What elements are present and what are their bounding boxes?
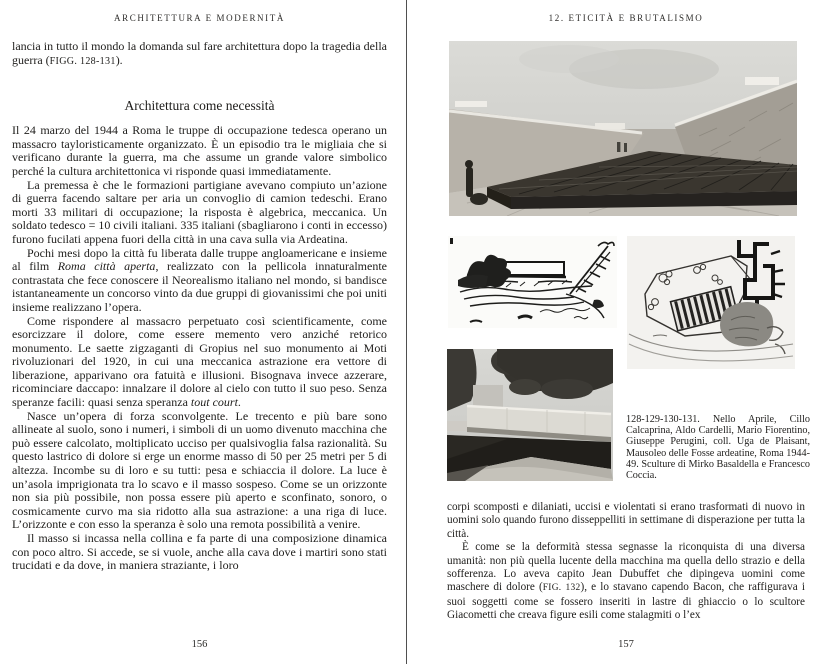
mausoleum-interior-illustration — [449, 41, 797, 216]
paragraph-deformita — [447, 541, 805, 622]
figure-caption: 128-129-130-131. Nello Aprile, Cillo Calcaprina, Aldo Cardelli, Mario Fiorentino, Giuseppe Perugini, coll. Uga de Plaisant, Mausoleo delle Fosse ardeatine, Roma 1944-49. Sculture di Mirko Basaldella e Francesco Coccia. — [626, 414, 810, 482]
paragraph-premessa: La premessa è che le formazioni partigiane avevano compiuto un’azione di guerra facendo saltare per aria un convoglio di camion tedeschi. Erano morti 33 militari di occupazione; la risposta è algebrica, meccanica. Un soldato tedesco = 10 civili italiani. 335 italiani (sbagliarono i conti in eccesso) furono fucilati appena fuori della città in una cava sulla via Ardeatina. — [12, 177, 388, 246]
figure-128-mausoleum-interior-photo — [449, 41, 797, 216]
paragraph-text: È come se la deformità stessa segnasse la riconquista di una diversa umanità: non più quella lucente della macchina ma quella dello strazio e della sofferenza. Lo aveva capito Jean Dubuffet che dipingeva uomini come maschere di dolore ( — [447, 541, 805, 594]
sketch-illustration — [448, 236, 617, 328]
left-text-column — [12, 40, 387, 573]
running-head-right: 12. ETICITÀ E BRUTALISMO — [548, 13, 704, 23]
paragraph-nasce-opera: Nasce un’opera di forza sconvolgente. Le trecento e più bare sono allineate al suolo, sono i numeri, i simboli di un uomo divenuto macchina che può essere calcolato, moltiplicato ucciso per qualsivoglia falsa razionalità. Su questo lastrico di dolore si erge un enorme masso di 50 per 25 metri per 5 di altezza. Incombe su di loro e su tutti: pesa e schiaccia il dolore. La luce è un’asola imprigionata tra lo scavo e il masso sospeso. Come se un orizzonte non sia più possibile, non possa essere più aperto e sconfinato, sonoro, o cosmicamente curvo ma sia ridotto alla sua astrazione: a una riga di luce. L’orizzonte e con esso la speranza è solo una remota possibilità a venire. — [12, 408, 387, 532]
paragraph-text: , realizzato con la pellicola innaturalmente contrastata che fece conoscere il Neorealismo italiano nel mondo, si bandisce istantaneamente un concorso vinto da due gruppi di giovanissimi che poi uniti insieme realizzano l’opera. — [12, 259, 387, 314]
paragraph-come-rispondere — [12, 315, 387, 410]
phrase-italic: tout court — [190, 395, 238, 410]
right-text-column — [447, 501, 805, 623]
page-number-right: 157 — [618, 639, 634, 650]
paragraph-text: Pochi mesi dopo la città fu liberata dalle truppe angloamericane e insieme al film — [12, 245, 387, 274]
section-heading: Architettura come necessità — [124, 98, 275, 114]
paragraph-pochi-mesi — [12, 247, 387, 315]
running-head-left: ARCHITETTURA E MODERNITÀ — [114, 13, 285, 23]
paragraph-text: . — [237, 395, 241, 410]
paragraph-text: lancia in tutto il mondo la domanda sul fare architettura dopo la tragedia della guerra ( — [12, 39, 387, 67]
figure-129-perspective-sketch — [448, 236, 617, 328]
site-plan-illustration — [627, 236, 795, 369]
mausoleum-exterior-illustration — [447, 349, 613, 481]
paragraph-text: ), e lo stavano capendo Bacon, che raffigurava i suoi soggetti come se fossero inseriti in lastre di ghiaccio o lo scultore Giacometti che creava figure esili come stalagmiti o l’ex — [447, 581, 805, 622]
page-left — [0, 0, 406, 664]
figure-131-mausoleum-exterior-photo — [447, 349, 613, 481]
page-number-left: 156 — [191, 639, 208, 650]
paragraph-corpi-continuation: corpi scomposti e dilaniati, uccisi e violentati si erano trasformati di nuovo in uomini solo quando furono disseppelliti in settimane di disperazione per tutta la città. — [447, 501, 805, 540]
paragraph-text: ). — [115, 52, 123, 67]
paragraph-massacro: Il 24 marzo del 1944 a Roma le truppe di occupazione tedesca operano un massacro tayloristicamente organizzato. È un episodio tra le migliaia che si verificano durante la guerra, ma che assume un grande valore simbolico perché la cultura architettonica vi risponde quasi immediatamente. — [12, 123, 387, 178]
figure-reference: FIG. 132 — [542, 583, 581, 594]
page-right — [407, 0, 815, 664]
figure-130-site-plan-drawing — [627, 236, 795, 369]
figure-reference: FIGG. 128-131 — [49, 55, 116, 67]
film-title-italic: Roma città aperta — [57, 259, 156, 274]
paragraph-text: Come rispondere al massacro perpetuato così scientificamente, come esorcizzare il dolore, come essere memento vero anziché retorico monumento. Le saette zigzaganti di Gropius nel suo monumento ai Moti rivoluzionari del 1920, in cui una meccanica astrazione era vettore di liberazione, apparivano ora fatuità e illusioni. Bisognava invece azzerare, ricominciare daccapo: innalzare il dolore al cielo con tutto il suo peso. Senza speranze facili: quasi senza speranza — [12, 313, 387, 410]
paragraph-il-masso: Il masso si incassa nella collina e fa parte di una composizione dinamica con poco altro. Si accede, se si vuole, anche alla cava dove i martiri sono stati trucidati e da dove, in maniera straziante, i loro — [12, 531, 387, 573]
paragraph-intro-continuation — [12, 40, 387, 68]
